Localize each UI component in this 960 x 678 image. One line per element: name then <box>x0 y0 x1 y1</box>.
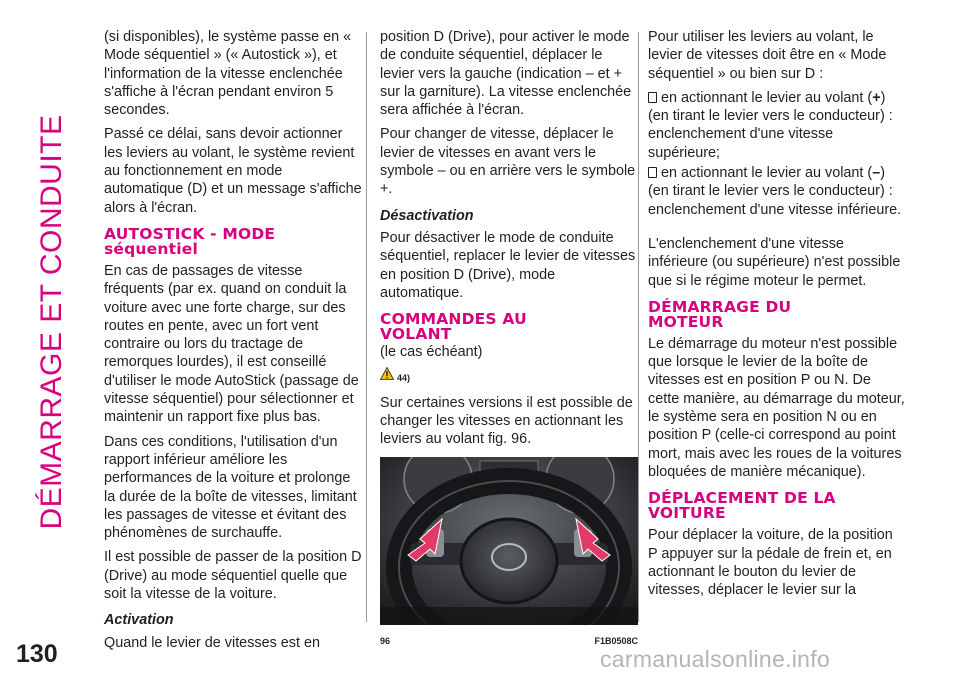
page-number: 130 <box>16 640 58 668</box>
figure-number: 96 <box>380 635 391 646</box>
heading-line: COMMANDES AU <box>380 310 527 329</box>
paragraph: Pour désactiver le mode de conduite séquentiel, replacer le levier de vitesses en position D (Drive), mode automatique. <box>380 229 636 301</box>
paragraph: L'enclenchement d'une vitesse inférieure (ou supérieure) n'est possible que si le régime moteur le permet. <box>648 235 901 289</box>
heading-line: DÉPLACEMENT DE LA <box>648 489 836 508</box>
section-heading-engine-start <box>648 297 906 331</box>
paragraph: En cas de passages de vitesse fréquents (par ex. quand on conduit la voiture avec une forte charge, sur des routes en pente, avec un fort vent contraire ou lors du tractage de remorques lourdes), il est conseillé d'utiliser le mode AutoStick (passage de vitesse séquentiel) pour sélectionner et maintenir un rapport fixe plus bas. <box>104 262 359 426</box>
plus-symbol: + <box>872 89 881 106</box>
text-column-3 <box>648 28 906 605</box>
paragraph: position D (Drive), pour activer le mode de conduite séquentiel, déplacer le levier vers la gauche (indication – et + sur la garniture). La vitesse enclenchée sera affichée à l'écran. <box>380 29 632 119</box>
paragraph: Il est possible de passer de la position D (Drive) au mode séquentiel quelle que soit la vitesse de la voiture. <box>104 549 362 603</box>
availability-note: (le cas échéant) <box>380 344 483 361</box>
column-divider <box>366 32 367 622</box>
paragraph: Pour utiliser les leviers au volant, le levier de vitesses doit être en « Mode séquentiel » ou bien sur D : <box>648 29 887 82</box>
bullet-item-downshift: en actionnant le levier au volant (–) (en tirant le levier vers le conducteur) : enclenchement d'une vitesse inférieure. <box>648 165 902 218</box>
text-column-2 <box>380 28 638 650</box>
figure-96 <box>380 457 638 651</box>
subheading-activation: Activation <box>104 612 174 629</box>
column-divider <box>638 32 639 622</box>
warning-ref-number: 44) <box>397 373 411 384</box>
subheading-deactivation: Désactivation <box>380 207 474 224</box>
bullet-square-icon <box>648 92 657 103</box>
bullet-square-icon <box>648 167 657 178</box>
heading-line: DÉMARRAGE DU <box>648 297 792 316</box>
section-heading-autostick <box>104 224 362 258</box>
section-heading-moving-vehicle <box>648 491 906 521</box>
heading-line: AUTOSTICK - MODE <box>104 224 276 243</box>
text-column-1 <box>104 28 362 658</box>
watermark: carmanualsonline.info <box>600 646 831 672</box>
warning-reference <box>380 367 638 387</box>
paragraph: (si disponibles), le système passe en « Mode séquentiel » (« Autostick »), et l'information de la vitesse enclenchée s'affiche à l'écran pendant environ 5 secondes. <box>104 29 352 119</box>
paragraph: Pour changer de vitesse, déplacer le levier de vitesses en avant vers le symbole – ou en arrière vers le symbole +. <box>380 126 636 198</box>
bullet-item-upshift: en actionnant le levier au volant (+) (en tirant le levier vers le conducteur) : enclenchement d'une vitesse supérieure; <box>648 89 893 161</box>
minus-symbol: – <box>872 165 881 182</box>
section-heading-steering-controls <box>380 312 638 342</box>
paragraph: Pour déplacer la voiture, de la position P appuyer sur la pédale de frein et, en actionnant le bouton du levier de vitesses, déplacer le levier sur la <box>648 527 893 599</box>
figure-code: F1B0508C <box>594 635 638 646</box>
paragraph: Quand le levier de vitesses est en <box>104 634 320 651</box>
paragraph: Dans ces conditions, l'utilisation d'un rapport inférieur améliore les performances de la voiture et prolonge la durée de la boîte de vitesses, limitant les passages de vitesse et évitant des phénomènes de surchauffe. <box>104 433 357 542</box>
heading-line: VOITURE <box>648 504 726 523</box>
paragraph: Le démarrage du moteur n'est possible que lorsque le levier de la boîte de vitesses est en position P ou N. De cette manière, au démarrage du moteur, le système sera en position N ou en position P (celle-ci correspond au point mort, mais avec les roues de la voitures bloquées de manière mécanique). <box>648 335 905 480</box>
heading-line: séquentiel <box>104 239 198 258</box>
warning-triangle-icon <box>380 367 394 380</box>
side-title-text: DÉMARRAGE ET CONDUITE <box>35 114 68 530</box>
steering-wheel-paddles-illustration <box>380 457 638 625</box>
paragraph: Sur certaines versions il est possible de changer les vitesses en actionnant les leviers au volant fig. 96. <box>380 394 633 448</box>
heading-line: MOTEUR <box>648 312 724 331</box>
heading-line: VOLANT <box>380 325 452 344</box>
paragraph: Passé ce délai, sans devoir actionner les leviers au volant, le système revient au fonctionnement en mode automatique (D) et un message s'affiche alors à l'écran. <box>104 126 362 216</box>
